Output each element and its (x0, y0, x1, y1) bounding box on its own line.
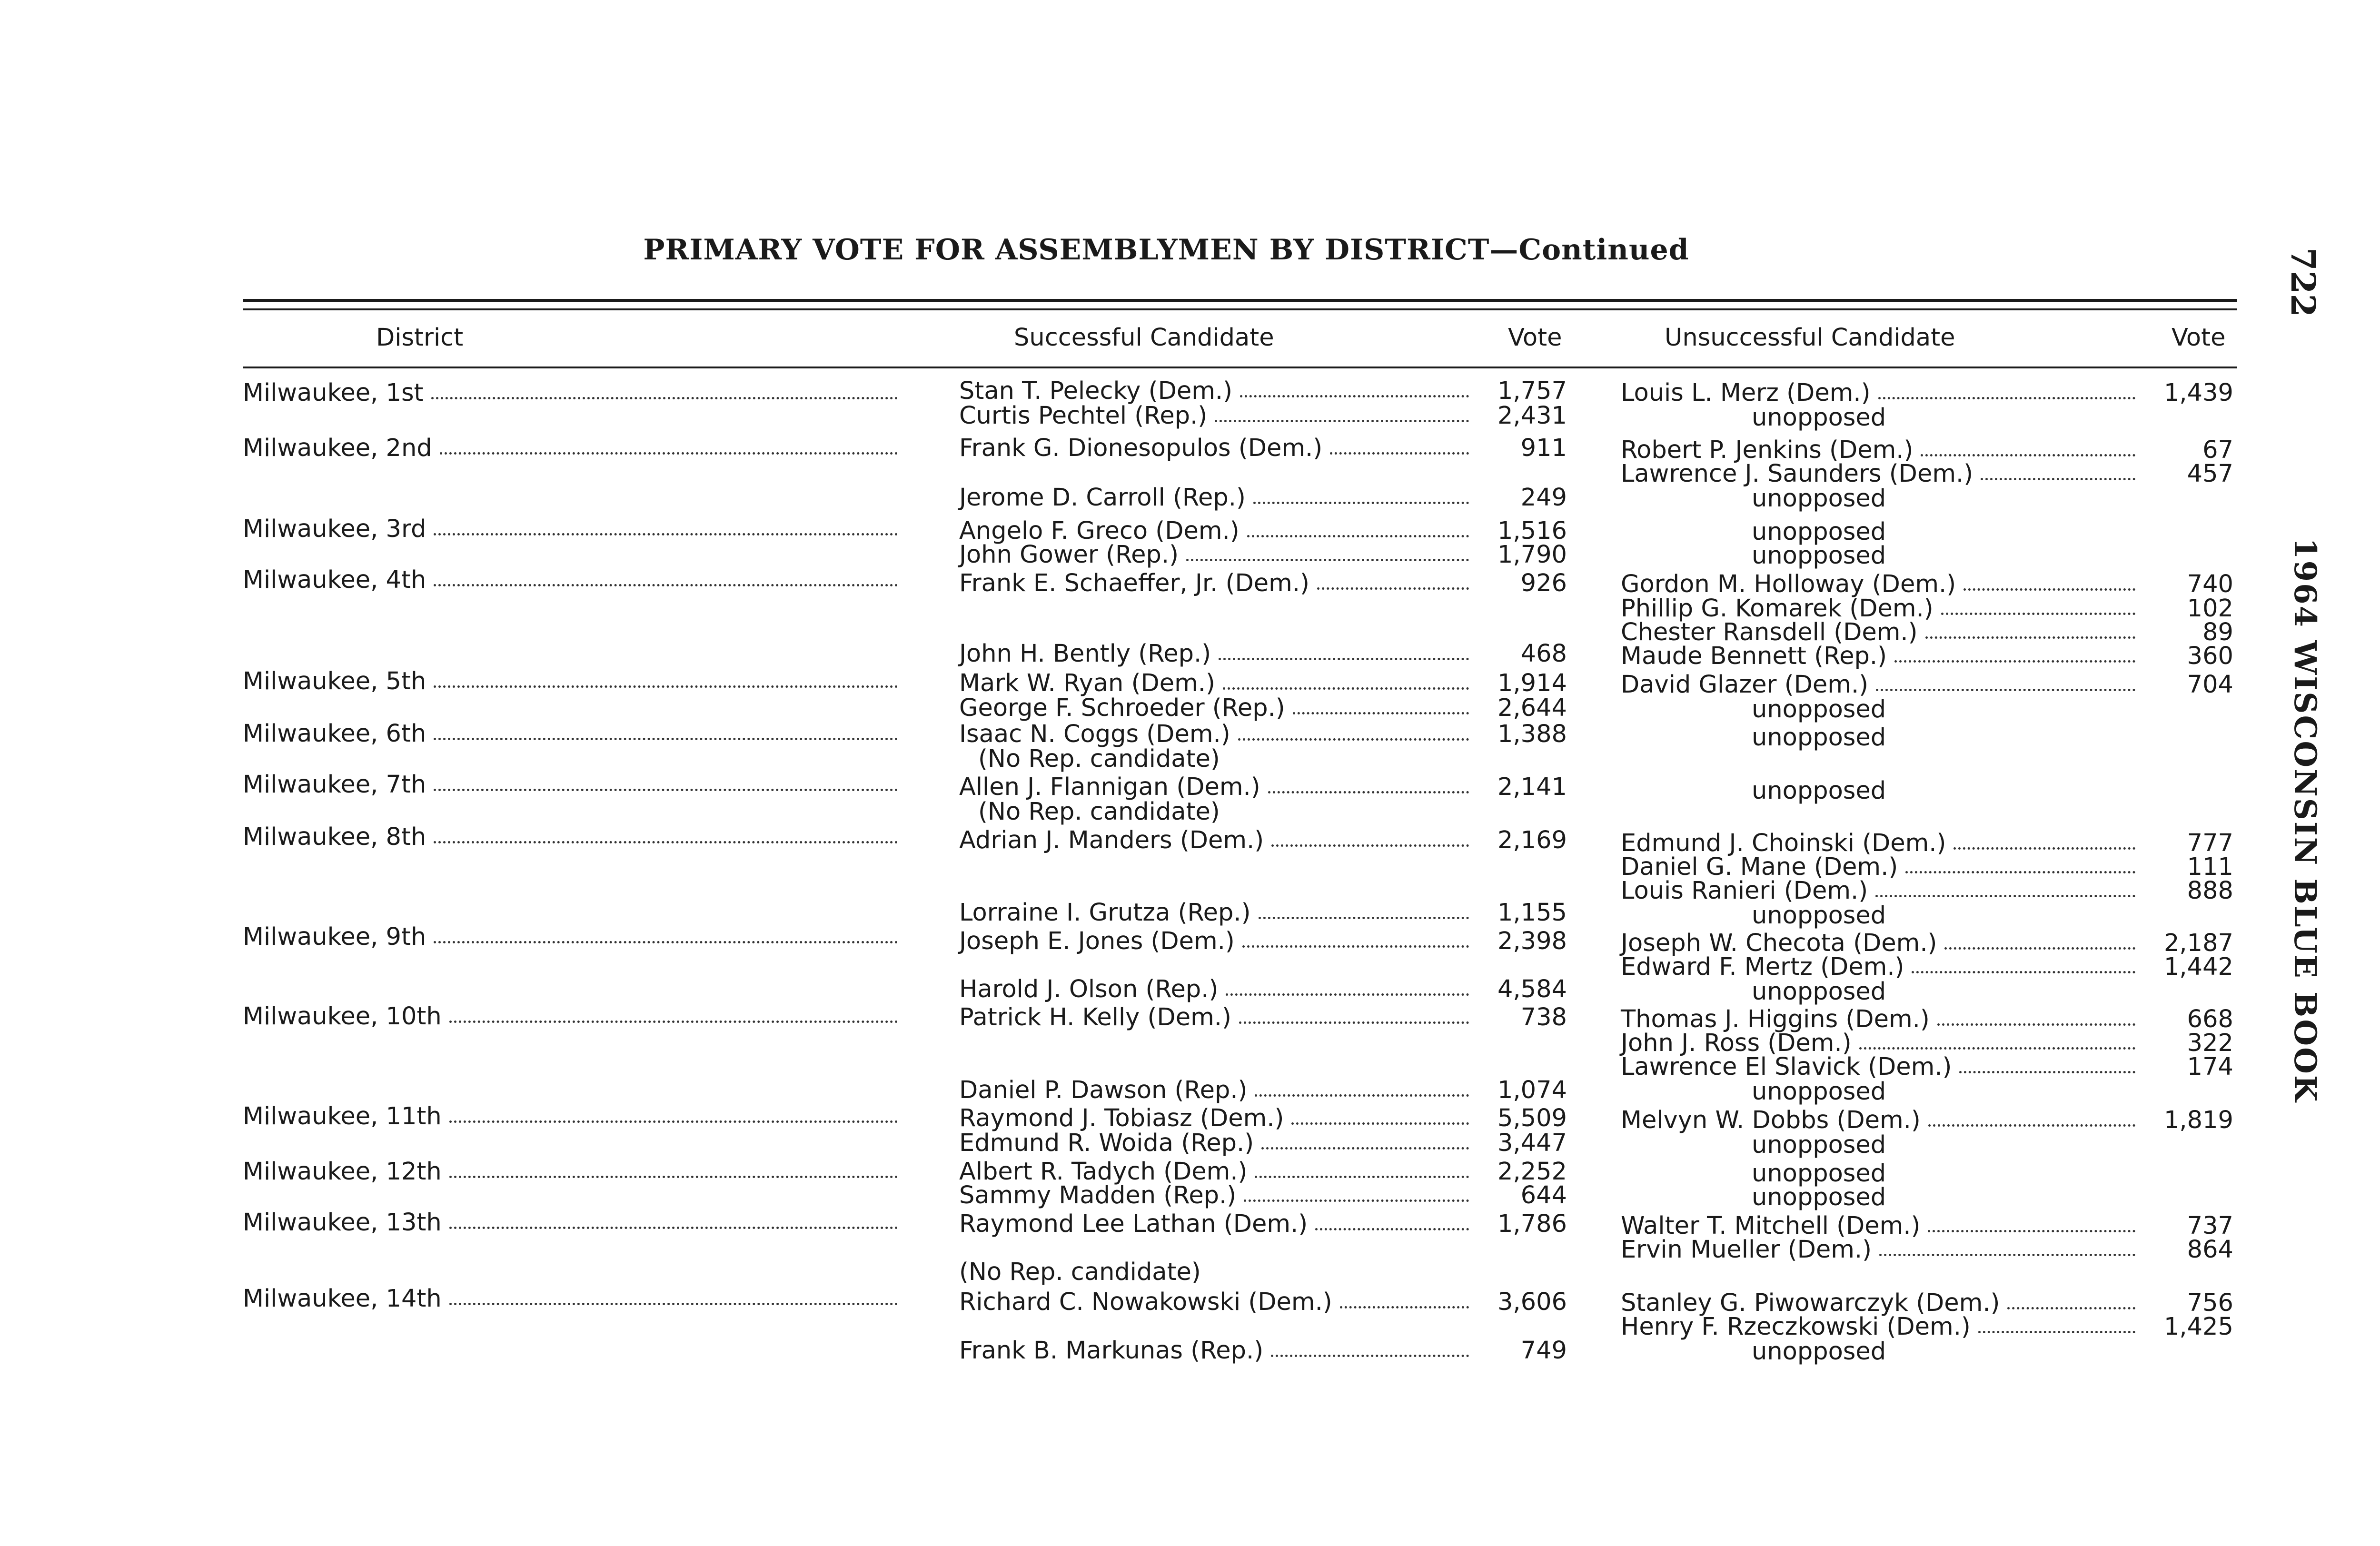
unsuccessful-vote: 457 (2187, 460, 2233, 488)
successful-candidate: Adrian J. Manders (Dem.) (959, 828, 1476, 853)
successful-candidate: Daniel P. Dawson (Rep.) (959, 1078, 1476, 1103)
leader-dots (449, 1104, 898, 1123)
leader-dots (440, 436, 898, 455)
leader-dots (1937, 1007, 2135, 1026)
leader-dots (1925, 620, 2135, 639)
district-row (243, 568, 904, 593)
district-name: Milwaukee, 5th (243, 667, 426, 695)
unopposed-label: unopposed (1752, 978, 1886, 1006)
unopposed-label: unopposed (1752, 542, 1886, 570)
unsuccessful-candidate: Thomas J. Higgins (Dem.) (1621, 1007, 2142, 1032)
district-name: Milwaukee, 10th (243, 1002, 442, 1031)
leader-dots (1875, 879, 2135, 897)
successful-vote: 2,169 (1497, 826, 1567, 854)
unsuccessful-candidate: Joseph W. Checota (Dem.) (1621, 931, 2142, 956)
district-row (243, 773, 904, 797)
unsuccessful-vote: 322 (2187, 1029, 2233, 1057)
leader-dots (1944, 931, 2135, 950)
unsuccessful-vote: 1,425 (2163, 1313, 2233, 1341)
successful-candidate: Frank G. Dionesopulos (Dem.) (959, 436, 1476, 461)
unsuccessful-vote: 89 (2202, 618, 2233, 646)
successful-vote: 2,398 (1497, 927, 1567, 955)
unsuccessful-vote: 67 (2202, 436, 2233, 464)
district-row (243, 825, 904, 850)
unsuccessful-candidate: Maude Bennett (Rep.) (1621, 644, 2142, 669)
successful-candidate: Patrick H. Kelly (Dem.) (959, 1005, 1476, 1030)
district-name: Milwaukee, 13th (243, 1209, 442, 1237)
successful-vote: 926 (1520, 569, 1567, 597)
successful-vote: 3,447 (1497, 1129, 1567, 1157)
leader-dots (1912, 955, 2135, 973)
unsuccessful-candidate: Lawrence El Slavick (Dem.) (1621, 1055, 2142, 1080)
district-row (243, 669, 904, 694)
district-name: Milwaukee, 14th (243, 1285, 442, 1313)
district-row (243, 517, 904, 542)
leader-dots (1859, 1031, 2135, 1050)
successful-vote: 1,790 (1497, 541, 1567, 569)
leader-dots (449, 1004, 898, 1023)
successful-candidate: Frank E. Schaeffer, Jr. (Dem.) (959, 571, 1476, 596)
leader-dots (1238, 722, 1469, 741)
unopposed-label: unopposed (1752, 777, 1886, 805)
successful-candidate: John H. Bently (Rep.) (959, 642, 1476, 666)
leader-dots (1271, 828, 1469, 847)
district-row (243, 925, 904, 950)
successful-vote: 1,786 (1497, 1210, 1567, 1238)
unopposed-label: unopposed (1752, 485, 1886, 513)
leader-dots (1226, 977, 1469, 996)
leader-dots (434, 517, 898, 535)
successful-vote: 911 (1520, 434, 1567, 462)
no-candidate-note: (No Rep. candidate) (959, 1258, 1201, 1286)
leader-dots (449, 1160, 898, 1178)
district-row (243, 1287, 904, 1311)
unsuccessful-candidate: Melvyn W. Dobbs (Dem.) (1621, 1108, 2142, 1133)
unsuccessful-vote: 740 (2187, 570, 2233, 598)
leader-dots (1954, 831, 2135, 850)
column-header-unsuccessful: Unsuccessful Candidate (1665, 324, 1955, 352)
successful-candidate: Harold J. Olson (Rep.) (959, 977, 1476, 1002)
leader-dots (1268, 775, 1469, 793)
leader-dots (1330, 436, 1469, 455)
unopposed-label: unopposed (1752, 723, 1886, 752)
successful-vote: 2,252 (1497, 1158, 1567, 1186)
successful-candidate: Isaac N. Coggs (Dem.) (959, 722, 1476, 747)
successful-vote: 2,141 (1497, 773, 1567, 801)
unsuccessful-candidate: Daniel G. Mane (Dem.) (1621, 855, 2142, 880)
leader-dots (449, 1287, 898, 1305)
leader-dots (1981, 462, 2135, 480)
unsuccessful-vote: 668 (2187, 1005, 2233, 1033)
successful-vote: 644 (1520, 1181, 1567, 1209)
district-row (243, 381, 904, 406)
leader-dots (2007, 1291, 2135, 1309)
successful-candidate: Curtis Pechtel (Rep.) (959, 404, 1476, 428)
unsuccessful-vote: 111 (2187, 853, 2233, 881)
leader-dots (1255, 1160, 1469, 1178)
leader-dots (434, 825, 898, 843)
unsuccessful-vote: 2,187 (2163, 929, 2233, 957)
successful-candidate: John Gower (Rep.) (959, 543, 1476, 567)
unopposed-label: unopposed (1752, 1183, 1886, 1211)
leader-dots (1928, 1214, 2135, 1232)
successful-candidate: Raymond J. Tobiasz (Dem.) (959, 1106, 1476, 1131)
leader-dots (1315, 1212, 1469, 1230)
unsuccessful-candidate: Ervin Mueller (Dem.) (1621, 1238, 2142, 1262)
unsuccessful-vote: 777 (2187, 829, 2233, 857)
leader-dots (1186, 543, 1469, 561)
column-header-vote: Vote (1508, 324, 1562, 352)
successful-vote: 249 (1520, 484, 1567, 512)
leader-dots (1905, 855, 2135, 873)
leader-dots (1240, 379, 1469, 397)
top-rule-thin (243, 308, 2237, 310)
successful-vote: 3,606 (1497, 1288, 1567, 1316)
district-name: Milwaukee, 7th (243, 771, 426, 799)
district-name: Milwaukee, 2nd (243, 434, 432, 462)
unsuccessful-candidate: Stanley G. Piwowarczyk (Dem.) (1621, 1291, 2142, 1316)
unsuccessful-vote: 174 (2187, 1053, 2233, 1081)
district-name: Milwaukee, 6th (243, 720, 426, 748)
unsuccessful-candidate: Louis L. Merz (Dem.) (1621, 381, 2142, 406)
successful-candidate: Joseph E. Jones (Dem.) (959, 929, 1476, 954)
leader-dots (1215, 404, 1469, 422)
successful-candidate: Jerome D. Carroll (Rep.) (959, 486, 1476, 510)
unsuccessful-vote: 756 (2187, 1289, 2233, 1317)
page-number: 722 (2283, 248, 2323, 317)
unsuccessful-vote: 737 (2187, 1212, 2233, 1240)
unsuccessful-vote: 360 (2187, 642, 2233, 670)
leader-dots (1921, 438, 2135, 456)
district-name: Milwaukee, 12th (243, 1158, 442, 1186)
book-title: 1964 WISCONSIN BLUE BOOK (2287, 538, 2323, 1103)
no-candidate-note: (No Rep. candidate) (978, 745, 1220, 773)
leader-dots (1878, 381, 2136, 399)
leader-dots (1291, 1106, 1469, 1125)
leader-dots (1244, 1183, 1469, 1202)
district-name: Milwaukee, 8th (243, 823, 426, 851)
district-row (243, 1160, 904, 1184)
leader-dots (434, 722, 898, 740)
successful-vote: 468 (1520, 640, 1567, 668)
unsuccessful-vote: 888 (2187, 877, 2233, 905)
unsuccessful-vote: 864 (2187, 1236, 2233, 1264)
successful-vote: 1,516 (1497, 517, 1567, 545)
column-header-vote-unsuccessful: Vote (2172, 324, 2226, 352)
leader-dots (1928, 1108, 2135, 1127)
successful-vote: 749 (1520, 1337, 1567, 1365)
leader-dots (434, 773, 898, 791)
leader-dots (1317, 571, 1469, 590)
successful-candidate: George F. Schroeder (Rep.) (959, 696, 1476, 721)
leader-dots (1879, 1238, 2135, 1256)
unsuccessful-vote: 102 (2187, 595, 2233, 623)
unsuccessful-candidate: Phillip G. Komarek (Dem.) (1621, 596, 2142, 621)
district-name: Milwaukee, 4th (243, 566, 426, 594)
leader-dots (1941, 596, 2135, 615)
column-header-district: District (376, 324, 464, 352)
unsuccessful-candidate: Walter T. Mitchell (Dem.) (1621, 1214, 2142, 1239)
successful-candidate: Angelo F. Greco (Dem.) (959, 519, 1476, 544)
page-title: PRIMARY VOTE FOR ASSEMBLYMEN BY DISTRICT—Continued (643, 233, 1689, 267)
district-row (243, 1104, 904, 1129)
leader-dots (1259, 901, 1469, 919)
successful-candidate: Mark W. Ryan (Dem.) (959, 671, 1476, 696)
successful-candidate: Albert R. Tadych (Dem.) (959, 1160, 1476, 1184)
leader-dots (1894, 644, 2135, 663)
leader-dots (431, 381, 898, 399)
successful-vote: 738 (1520, 1003, 1567, 1031)
successful-candidate: Sammy Madden (Rep.) (959, 1183, 1476, 1208)
leader-dots (1239, 1005, 1469, 1024)
leader-dots (1223, 671, 1469, 690)
successful-candidate: Richard C. Nowakowski (Dem.) (959, 1290, 1476, 1315)
leader-dots (1271, 1338, 1469, 1357)
district-row (243, 436, 904, 461)
district-name: Milwaukee, 3rd (243, 515, 426, 543)
leader-dots (434, 925, 898, 943)
successful-candidate: Allen J. Flannigan (Dem.) (959, 775, 1476, 800)
unsuccessful-candidate: John J. Ross (Dem.) (1621, 1031, 2142, 1056)
unopposed-label: unopposed (1752, 902, 1886, 930)
unopposed-label: unopposed (1752, 518, 1886, 546)
successful-candidate: Edmund R. Woida (Rep.) (959, 1131, 1476, 1156)
leader-dots (1959, 1055, 2135, 1073)
district-row (243, 1210, 904, 1235)
leader-dots (1255, 1078, 1469, 1097)
unsuccessful-candidate: Henry F. Rzeczkowski (Dem.) (1621, 1315, 2142, 1339)
leader-dots (1253, 486, 1469, 504)
leader-dots (1876, 673, 2135, 691)
unopposed-label: unopposed (1752, 1131, 1886, 1159)
leader-dots (1219, 642, 1469, 660)
unsuccessful-candidate: Edward F. Mertz (Dem.) (1621, 955, 2142, 980)
unsuccessful-candidate: Robert P. Jenkins (Dem.) (1621, 438, 2142, 463)
leader-dots (1978, 1315, 2135, 1333)
district-name: Milwaukee, 9th (243, 923, 426, 951)
successful-vote: 1,914 (1497, 669, 1567, 697)
leader-dots (1293, 696, 1469, 714)
no-candidate-note: (No Rep. candidate) (978, 798, 1220, 826)
district-name: Milwaukee, 1st (243, 379, 424, 407)
unopposed-label: unopposed (1752, 695, 1886, 723)
leader-dots (1247, 519, 1469, 537)
unopposed-label: unopposed (1752, 1160, 1886, 1188)
successful-vote: 1,757 (1497, 377, 1567, 405)
leader-dots (434, 669, 898, 688)
unsuccessful-vote: 1,439 (2163, 379, 2233, 407)
district-row (243, 1004, 904, 1029)
successful-vote: 4,584 (1497, 975, 1567, 1003)
unsuccessful-candidate: Edmund J. Choinski (Dem.) (1621, 831, 2142, 856)
successful-vote: 2,431 (1497, 402, 1567, 430)
successful-candidate: Lorraine I. Grutza (Rep.) (959, 901, 1476, 925)
successful-candidate: Raymond Lee Lathan (Dem.) (959, 1212, 1476, 1237)
successful-vote: 5,509 (1497, 1104, 1567, 1132)
leader-dots (449, 1210, 898, 1229)
successful-vote: 1,388 (1497, 720, 1567, 748)
unsuccessful-candidate: Gordon M. Holloway (Dem.) (1621, 572, 2142, 597)
top-rule-thick (243, 299, 2237, 302)
unsuccessful-candidate: Lawrence J. Saunders (Dem.) (1621, 462, 2142, 486)
leader-dots (1340, 1290, 1469, 1308)
unsuccessful-vote: 704 (2187, 671, 2233, 699)
unsuccessful-vote: 1,819 (2163, 1106, 2233, 1134)
unsuccessful-candidate: David Glazer (Dem.) (1621, 673, 2142, 697)
unopposed-label: unopposed (1752, 1338, 1886, 1366)
header-rule (243, 367, 2237, 368)
district-row (243, 722, 904, 746)
leader-dots (1964, 572, 2135, 591)
leader-dots (434, 568, 898, 586)
successful-vote: 1,155 (1497, 899, 1567, 927)
unopposed-label: unopposed (1752, 1078, 1886, 1106)
successful-vote: 2,644 (1497, 694, 1567, 722)
leader-dots (1261, 1131, 1469, 1150)
district-name: Milwaukee, 11th (243, 1102, 442, 1130)
unsuccessful-vote: 1,442 (2163, 953, 2233, 981)
unsuccessful-candidate: Chester Ransdell (Dem.) (1621, 620, 2142, 645)
successful-candidate: Frank B. Markunas (Rep.) (959, 1338, 1476, 1363)
successful-candidate: Stan T. Pelecky (Dem.) (959, 379, 1476, 404)
unopposed-label: unopposed (1752, 404, 1886, 432)
unsuccessful-candidate: Louis Ranieri (Dem.) (1621, 879, 2142, 903)
column-header-successful: Successful Candidate (1014, 324, 1274, 352)
successful-vote: 1,074 (1497, 1076, 1567, 1104)
leader-dots (1242, 929, 1469, 948)
